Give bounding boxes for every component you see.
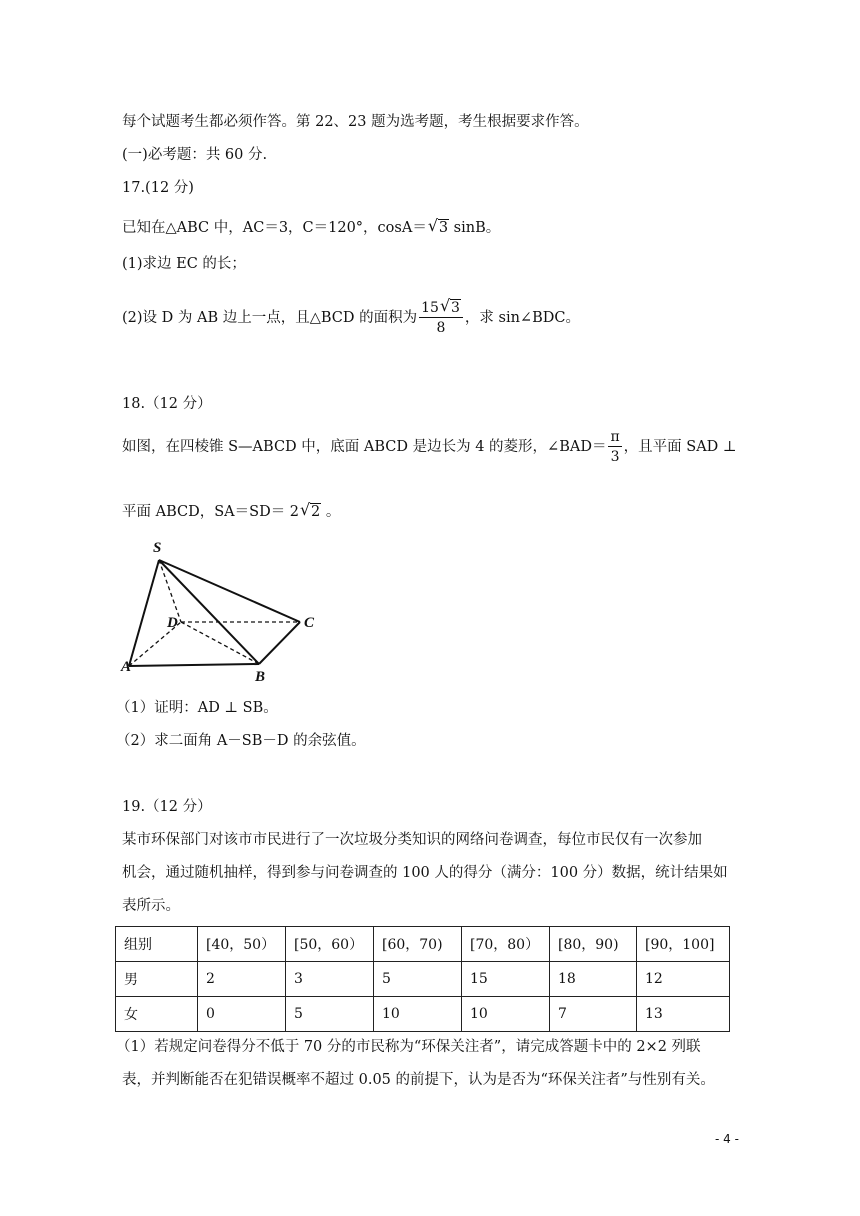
table-cell: 5 bbox=[374, 962, 462, 997]
table-cell: 7 bbox=[550, 997, 637, 1032]
edge-AB bbox=[129, 664, 259, 666]
table-header-row bbox=[116, 927, 730, 962]
q18-part-1: （1）证明：AD ⊥ SB。 bbox=[116, 700, 278, 716]
q18-angle-fraction bbox=[608, 430, 621, 464]
q18-line2-text-b: 。 bbox=[325, 504, 341, 520]
q18-part-2: （2）求二面角 A－SB－D 的余弦值。 bbox=[116, 733, 366, 749]
table-header-cell: [60，70) bbox=[374, 927, 462, 962]
q17-fraction-denominator: 8 bbox=[436, 320, 446, 336]
intro-line-1: 每个试题考生都必须作答。第 22、23 题为选考题，考生根据要求作答。 bbox=[122, 114, 589, 130]
sqrt-symbol: √ 2 bbox=[300, 500, 321, 520]
q18-line2-text-a: 平面 ABCD，SA＝SD＝ 2 bbox=[122, 504, 300, 520]
table-header-cell: [50，60） bbox=[286, 927, 374, 962]
table-cell: 12 bbox=[637, 962, 730, 997]
q18-stem-line-2 bbox=[122, 500, 341, 520]
table-header-cell: [40，50） bbox=[198, 927, 286, 962]
label-S: S bbox=[153, 540, 162, 556]
q17-stem-text-b: sinB。 bbox=[453, 220, 501, 236]
q18-angle-numerator: π bbox=[610, 429, 620, 445]
q19-part-1-line-2: 表，并判断能否在犯错误概率不超过 0.05 的前提下，认为是否为“环保关注者”与性别有关。 bbox=[122, 1072, 715, 1088]
table-cell: 0 bbox=[198, 997, 286, 1032]
q17-part2-text-b: ，求 sin∠BDC。 bbox=[464, 310, 580, 326]
edge-BC bbox=[259, 622, 300, 664]
page-number: - 4 - bbox=[715, 1132, 739, 1146]
edge-SC bbox=[159, 560, 300, 622]
q18-stem-text-b: ，且平面 SAD ⊥ bbox=[623, 439, 737, 455]
q17-num-sqrt-arg: 3 bbox=[450, 300, 460, 316]
q17-fraction bbox=[419, 296, 463, 336]
table-header-cell: [90，100] bbox=[637, 927, 730, 962]
q18-stem-text-a: 如图，在四棱锥 S—ABCD 中，底面 ABCD 是边长为 4 的菱形，∠BAD＝ bbox=[122, 439, 607, 455]
q19-header: 19.（12 分） bbox=[122, 799, 212, 815]
q19-stem-line-3: 表所示。 bbox=[122, 898, 180, 914]
table-cell: 13 bbox=[637, 997, 730, 1032]
label-C: C bbox=[304, 615, 315, 631]
table-row bbox=[116, 997, 730, 1032]
table-cell: 2 bbox=[198, 962, 286, 997]
table-row bbox=[116, 962, 730, 997]
q19-part-1-line-1: （1）若规定问卷得分不低于 70 分的市民称为“环保关注者”，请完成答题卡中的 2×2 列联 bbox=[116, 1039, 701, 1055]
q17-header: 17.(12 分) bbox=[122, 180, 194, 196]
label-B: B bbox=[255, 669, 266, 685]
q17-part2-text-a: (2)设 D 为 AB 边上一点，且△BCD 的面积为 bbox=[122, 310, 418, 326]
q17-part-2 bbox=[122, 296, 580, 336]
edge-DB-hidden bbox=[181, 622, 259, 664]
q17-stem bbox=[122, 216, 501, 236]
label-D: D bbox=[167, 615, 178, 631]
q19-stem-line-2: 机会，通过随机抽样，得到参与问卷调查的 100 人的得分（满分：100 分）数据，统计结果如 bbox=[122, 865, 728, 881]
table-cell: 15 bbox=[462, 962, 550, 997]
sqrt-symbol: √ 3 bbox=[439, 296, 460, 316]
score-table bbox=[115, 926, 730, 1032]
q18-header: 18.（12 分） bbox=[122, 396, 212, 412]
q17-stem-sqrt-arg: 3 bbox=[438, 220, 449, 236]
table-header-cell: [70，80） bbox=[462, 927, 550, 962]
table-cell: 男 bbox=[116, 962, 198, 997]
table-header-cell: 组别 bbox=[116, 927, 198, 962]
q17-fraction-numerator bbox=[419, 296, 463, 318]
edge-SB bbox=[159, 560, 259, 664]
q18-line2-sqrt-arg: 2 bbox=[311, 504, 321, 520]
table-cell: 女 bbox=[116, 997, 198, 1032]
table-cell: 3 bbox=[286, 962, 374, 997]
q18-stem bbox=[122, 430, 737, 464]
q19-stem-line-1: 某市环保部门对该市市民进行了一次垃圾分类知识的网络问卷调查，每位市民仅有一次参加 bbox=[122, 832, 702, 848]
table-cell: 10 bbox=[462, 997, 550, 1032]
table-cell: 5 bbox=[286, 997, 374, 1032]
q17-part-1: (1)求边 EC 的长； bbox=[122, 256, 246, 272]
q18-angle-denominator: 3 bbox=[610, 449, 620, 465]
pyramid-figure bbox=[117, 537, 337, 685]
edge-SA bbox=[129, 560, 159, 666]
table-header-cell: [80，90) bbox=[550, 927, 637, 962]
table-cell: 18 bbox=[550, 962, 637, 997]
q17-stem-text-a: 已知在△ABC 中，AC＝3，C＝120°，cosA＝ bbox=[122, 220, 427, 236]
label-A: A bbox=[121, 659, 132, 675]
table-cell: 10 bbox=[374, 997, 462, 1032]
intro-line-2: (一)必考题：共 60 分. bbox=[122, 147, 268, 163]
q17-num-int: 15 bbox=[421, 300, 439, 316]
sqrt-symbol: √ 3 bbox=[427, 216, 449, 236]
